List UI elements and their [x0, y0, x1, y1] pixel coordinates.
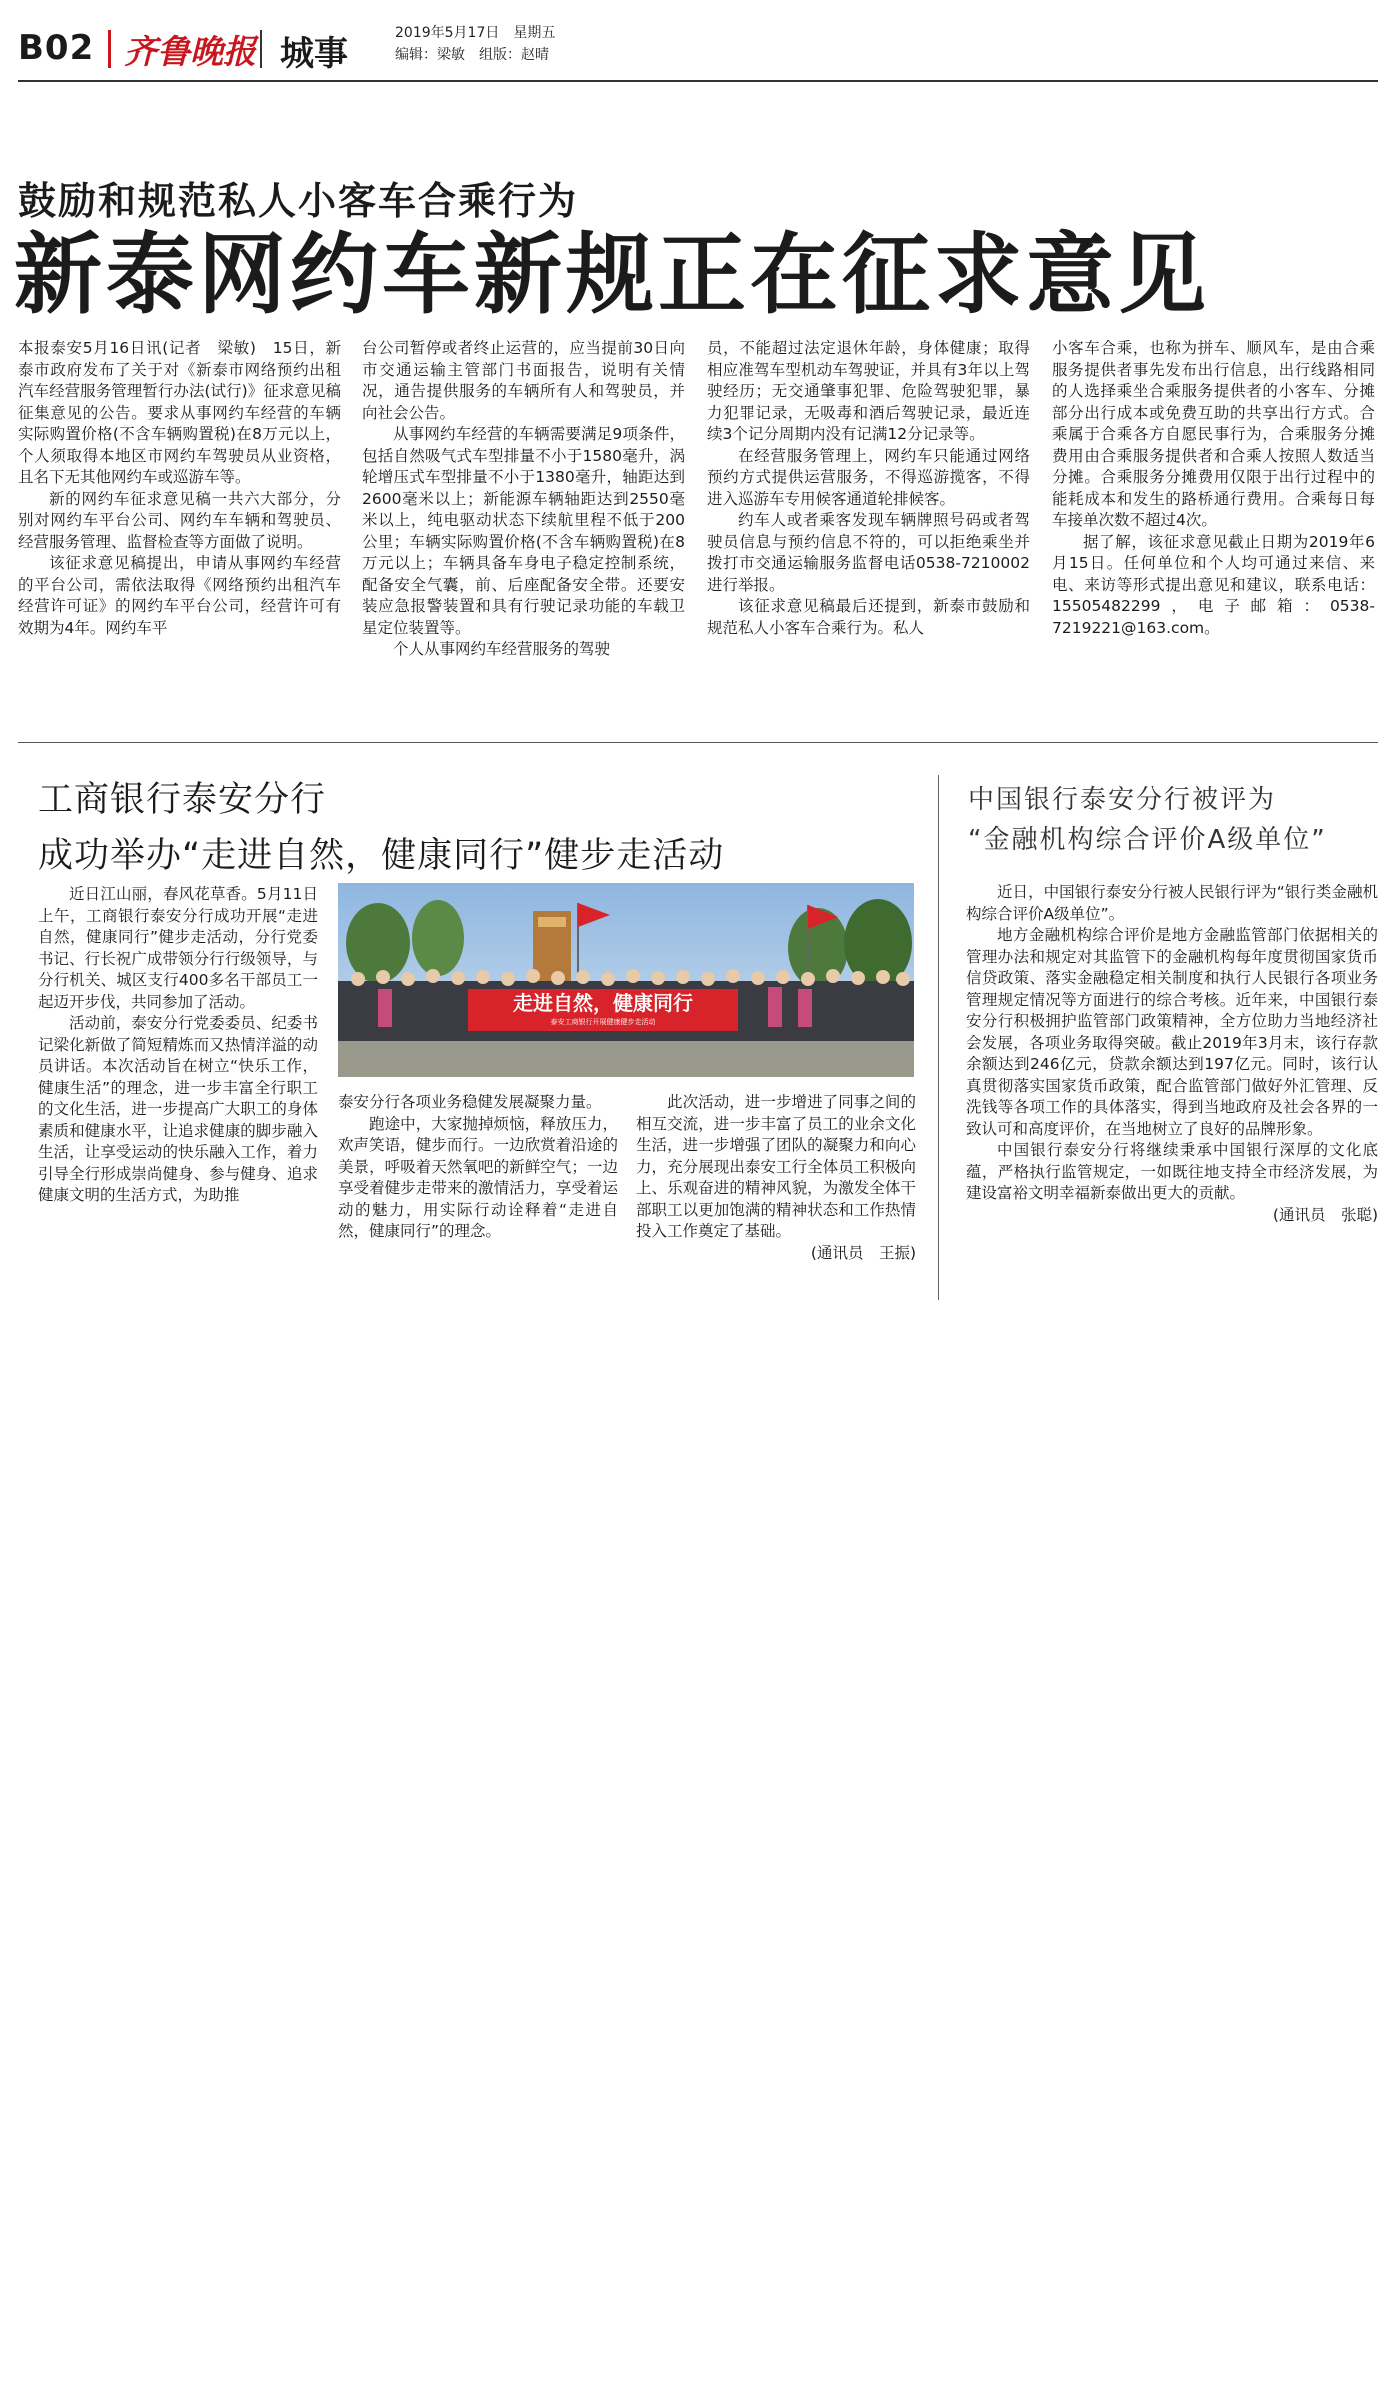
paragraph: 泰安分行各项业务稳健发展凝聚力量。 [338, 1093, 602, 1111]
issue-info [395, 22, 555, 66]
icbc-article-column-2 [338, 1092, 618, 1243]
paragraph: 在经营服务管理上，网约车只能通过网络预约方式提供运营服务，不得巡游揽客，不得进入巡游车专用候客通道轮排候客。 [707, 446, 1030, 508]
main-article-column-2 [362, 338, 685, 661]
paragraph: 小客车合乘，也称为拼车、顺风车，是由合乘服务提供者事先发布出行信息，出行线路相同的人选择乘坐合乘服务提供者的小客车、分摊部分出行成本或免费互助的共享出行方式。合乘属于合乘各方自愿民事行为，合乘服务分摊费用由合乘服务提供者和合乘人按照人数适当分摊。合乘服务分摊费用仅限于出行过程中的能耗成本和发生的路桥通行费用。合乘每日每车接单次数不超过4次。 [1052, 339, 1375, 529]
paragraph: 跑途中，大家抛掉烦恼，释放压力，欢声笑语，健步而行。一边欣赏着沿途的美景，呼吸着天然氧吧的新鲜空气；一边享受着健步走带来的激情活力，享受着运动的魅力，用实际行动诠释着“走进自然，健康同行”的理念。 [338, 1114, 618, 1240]
paragraph: 个人从事网约车经营服务的驾驶 [393, 640, 611, 658]
masthead-rule [18, 80, 1378, 82]
section-name: 城事 [280, 34, 348, 74]
paragraph: 台公司暂停或者终止运营的，应当提前30日向市交通运输主管部门书面报告，说明有关情况，通告提供服务的车辆所有人和驾驶员，并向社会公告。 [362, 339, 685, 422]
paragraph: 此次活动，进一步增进了同事之间的相互交流，进一步丰富了员工的业余文化生活，进一步增强了团队的凝聚力和向心力，充分展现出泰安工行全体员工积极向上、乐观奋进的精神风貌，为激发全体干部职工以更加饱满的精神状态和工作热情投入工作奠定了基础。 [636, 1093, 916, 1240]
title-line: “金融机构综合评价A级单位” [968, 825, 1327, 855]
paragraph: 约车人或者乘客发现车辆牌照号码或者驾驶员信息与预约信息不符的，可以拒绝乘坐并拨打市交通运输服务监督电话0538-7210002进行举报。 [707, 511, 1030, 594]
paragraph: 员，不能超过法定退休年龄，身体健康；取得相应准驾车型机动车驾驶证，并具有3年以上驾驶经历；无交通肇事犯罪、危险驾驶犯罪，暴力犯罪记录，无吸毒和酒后驾驶记录，最近连续3个记分周期内没有记满12分记录等。 [707, 339, 1030, 443]
title-line: 工商银行泰安分行 [38, 780, 327, 820]
icbc-byline: (通讯员 王振) [810, 1243, 916, 1262]
boc-article-title [968, 780, 1327, 860]
boc-article-body [966, 882, 1378, 1226]
main-article-column-4 [1052, 338, 1375, 639]
main-article-headline: 新泰网约车新规正在征求意见 [14, 223, 1211, 326]
title-line: 中国银行泰安分行被评为 [968, 785, 1277, 815]
boc-byline: (通讯员 张聪) [1272, 1205, 1378, 1224]
paragraph: 本报泰安5月16日讯(记者 梁敏) 15日，新泰市政府发布了关于对《新泰市网络预约出租汽车经营服务管理暂行办法(试行)》征求意见稿征集意见的公告。要求从事网约车经营的车辆实际购置价格(不含车辆购置税)在8万元以上，个人须取得本地区市网约车驾驶员从业资格，且名下无其他网约车或巡游车等。 [18, 339, 341, 486]
issue-date: 2019年5月17日 星期五 [395, 25, 556, 41]
icbc-article-column-1 [38, 884, 318, 1207]
main-article-column-1 [18, 338, 341, 639]
masthead-divider [260, 30, 262, 68]
page-number: B02 [18, 28, 95, 68]
paragraph: 地方金融机构综合评价是地方金融监管部门依据相关的管理办法和规定对其监管下的金融机构每年度贯彻国家货币信贷政策、落实金融稳定相关制度和执行人民银行各项业务管理规定情况等方面进行的综合考核。近年来，中国银行泰安分行积极拥护监管部门政策精神，全方位助力当地经济社会发展，各项业务取得突破。截止2019年3月末，该行存款余额达到246亿元，贷款余额达到197亿元。同时，该行认真贯彻落实国家货币政策，配合监管部门做好外汇管理、反洗钱等各项工作的具体落实，得到当地政府及社会各界的一致认可和高度评价，在当地树立了良好的品牌形象。 [966, 926, 1378, 1138]
banner-text: 走进自然，健康同行 [513, 991, 693, 1015]
main-article-column-3 [707, 338, 1030, 639]
paragraph: 该征求意见稿最后还提到，新泰市鼓励和规范私人小客车合乘行为。私人 [707, 597, 1030, 637]
masthead-divider [108, 30, 111, 68]
paragraph: 据了解，该征求意见截止日期为2019年6月15日。任何单位和个人均可通过来信、来电、来访等形式提出意见和建议，联系电话：15505482299，电子邮箱：0538-7219221@163.com。 [1052, 532, 1375, 637]
main-article-subtitle: 鼓励和规范私人小客车合乘行为 [18, 179, 579, 223]
editor-credit: 编辑：梁敏 组版：赵晴 [395, 47, 549, 63]
icbc-article-column-3 [636, 1092, 916, 1264]
paragraph: 近日，中国银行泰安分行被人民银行评为“银行类金融机构综合评价A级单位”。 [966, 883, 1378, 923]
icbc-article-title [38, 772, 724, 884]
paragraph: 从事网约车经营的车辆需要满足9项条件，包括自然吸气式车型排量不小于1580毫升，涡轮增压式车型排量不小于1380毫升，轴距达到2600毫米以上；新能源车辆轴距达到2550毫米以上，纯电驱动状态下续航里程不低于200公里；车辆实际购置价格(不含车辆购置税)在8万元以上；车辆具备车身电子稳定控制系统，配备安全气囊，前、后座配备安全带。还要安装应急报警装置和具有行驶记录功能的车载卫星定位装置等。 [362, 425, 685, 637]
paragraph: 该征求意见稿提出，申请从事网约车经营的平台公司，需依法取得《网络预约出租汽车经营许可证》的网约车平台公司，经营许可有效期为4年。网约车平 [18, 554, 341, 637]
paragraph: 新的网约车征求意见稿一共六大部分，分别对网约车平台公司、网约车车辆和驾驶员、经营服务管理、监督检查等方面做了说明。 [18, 489, 341, 551]
section-divider [18, 742, 1378, 743]
newspaper-logo: 齐鲁晚报 [124, 32, 256, 71]
paragraph: 中国银行泰安分行将继续秉承中国银行深厚的文化底蕴，严格执行监管规定，一如既往地支持全市经济发展，为建设富裕文明幸福新泰做出更大的贡献。 [966, 1141, 1378, 1202]
paragraph: 近日江山丽，春风花草香。5月11日上午，工商银行泰安分行成功开展“走进自然，健康同行”健步走活动，分行党委书记、行长祝广成带领分行行级领导，与分行机关、城区支行400多名干部员工一起迈开步伐，共同参加了活动。 [38, 885, 318, 1011]
group-photo-image [338, 883, 914, 1077]
title-line: 成功举办“走进自然，健康同行”健步走活动 [38, 836, 725, 876]
column-divider [938, 775, 939, 1300]
paragraph: 活动前，泰安分行党委委员、纪委书记梁化新做了简短精炼而又热情洋溢的动员讲话。本次活动旨在树立“快乐工作，健康生活”的理念，进一步丰富全行职工的文化生活，进一步提高广大职工的身体素质和健康水平，让追求健康的脚步融入生活，让享受运动的快乐融入工作，着力引导全行形成崇尚健身、参与健身、追求健康文明的生活方式，为助推 [38, 1014, 318, 1204]
event-group-photo [338, 883, 914, 1077]
banner-subtext: 泰安工商银行开展健康健步走活动 [550, 1018, 656, 1026]
